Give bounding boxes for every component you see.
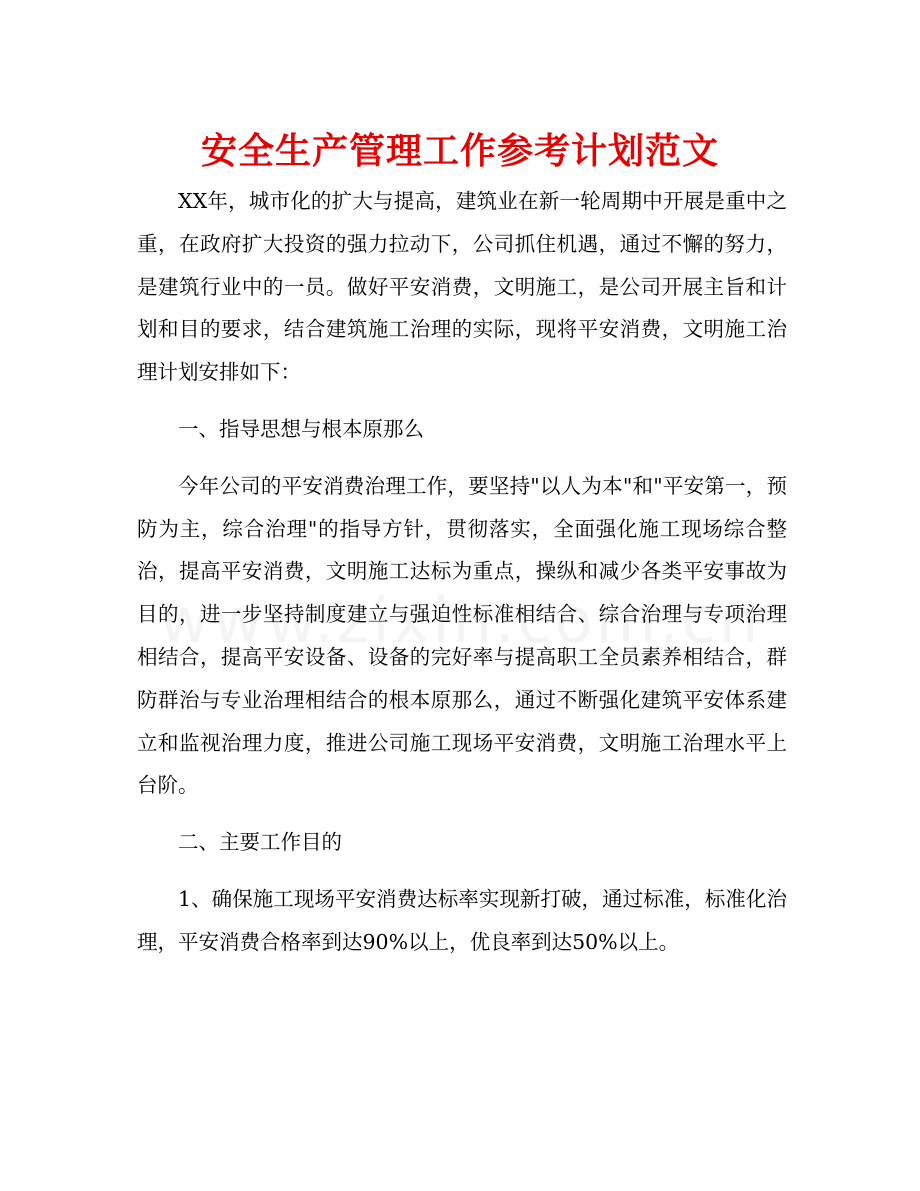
section-2-item-1: 1、确保施工现场平安消费达标率实现新打破，通过标准，标准化治理，平安消费合格率到达90%以上，优良率到达50%以上。 [137,886,787,954]
document-body [137,180,787,978]
intro-paragraph: XX年，城市化的扩大与提高，建筑业在新一轮周期中开展是重中之重，在政府扩大投资的强力拉动下，公司抓住机遇，通过不懈的努力，是建筑行业中的一员。做好平安消费，文明施工，是公司开展主旨和计划和目的要求，结合建筑施工治理的实际，现将平安消费，文明施工治理计划安排如下： [137,189,787,385]
section-1-paragraph: 今年公司的平安消费治理工作，要坚持"以人为本"和"平安第一，预防为主，综合治理"的指导方针，贯彻落实，全面强化施工现场综合整治，提高平安消费，文明施工达标为重点，操纵和减少各类平安事故为目的，进一步坚持制度建立与强迫性标准相结合、综合治理与专项治理相结合，提高平安设备、设备的完好率与提高职工全员素养相结合，群防群治与专业治理相结合的根本原那么，通过不断强化建筑平安体系建立和监视治理力度，推进公司施工现场平安消费，文明施工治理水平上台阶。 [137,473,787,798]
section-heading-2: 二、主要工作目的 [178,830,342,855]
section-heading-1: 一、指导思想与根本原那么 [178,416,424,441]
document-title: 安全生产管理工作参考计划范文 [200,131,719,172]
